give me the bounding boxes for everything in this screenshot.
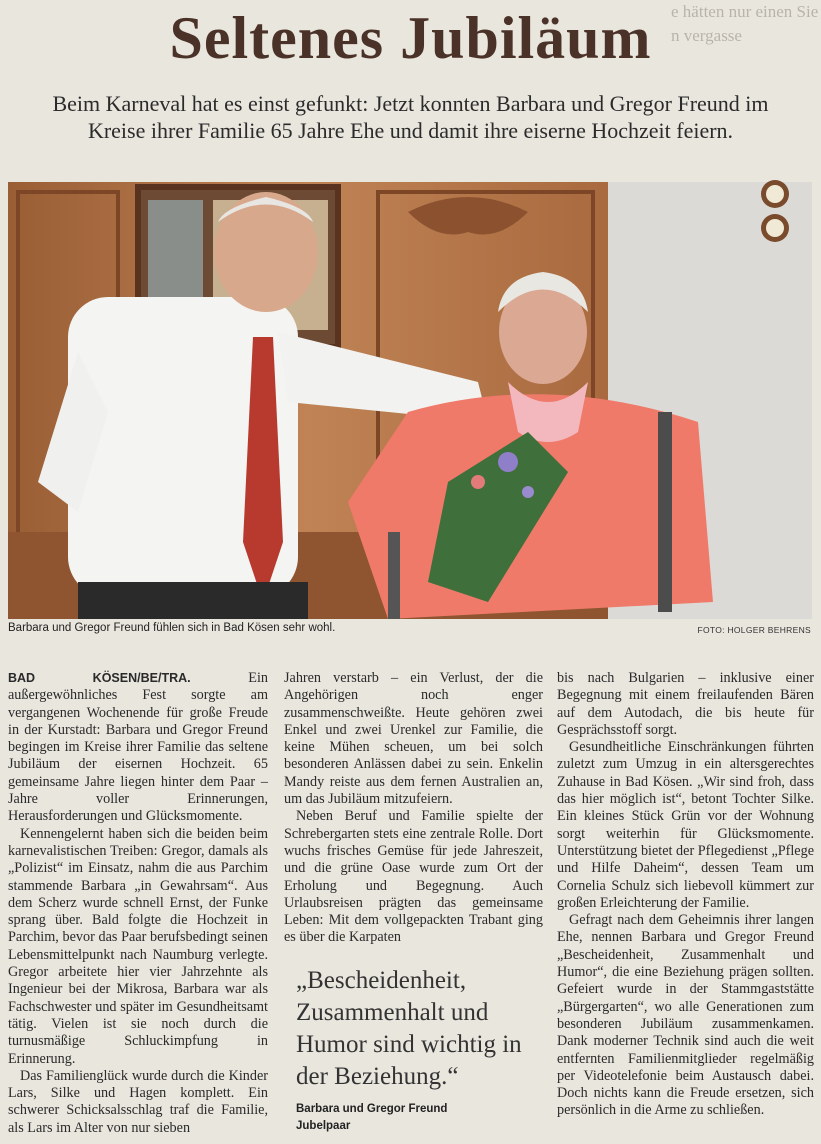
article-photo [8, 182, 812, 619]
bleed-line: n vergasse [671, 26, 742, 45]
quote-role: Jubelpaar [296, 1120, 351, 1132]
paragraph: Gefragt nach dem Geheimnis ihrer langen Ehe, nennen Barbara und Gregor Freund „Bescheidenheit, Zusammenhalt und Humor“, die eine Beziehung prägen sollten. Gefeiert wurde in der Stammgaststätte „Bürgergarten“, wo alle Generationen zum besonderen Jubiläum zusammenkamen. Dank moderner Technik sind auch die weit entfernten Familienmitglieder regelmäßig per Videotelefonie beim Austausch dabei. Doch nichts kann die Freude ersetzen, sich persönlich in die Arme zu schließen. [557, 912, 814, 1119]
bleed-line: e hätten nur einen Sie [671, 2, 819, 21]
paragraph-text: Ein außergewöhnliches Fest sorgte am vergangenen Wochenende für große Freude in der Kurstadt: Barbara und Gregor Freund begingen im Kreise ihrer Familie das seltene Jubiläum der eisernen Hochzeit. 65 gemeinsame Jahre liegen hinter dem Paar – Jahre voller Erinnerungen, Herausforderungen und Glücksmomente. [8, 670, 269, 825]
dateline: BAD KÖSEN/BE/TRA. [8, 671, 191, 685]
article-column-2 [284, 670, 543, 946]
paragraph: Das Familienglück wurde durch die Kinder Lars, Silke und Hagen komplett. Ein schwerer Schicksalsschlag traf die Familie, als Lars im Alter von nur sieben [8, 1067, 268, 1136]
paragraph: Neben Beruf und Familie spielte der Schrebergarten stets eine zentrale Rolle. Dort wuchs frisches Gemüse für jede Jahreszeit, und die grüne Oase wurde zum Ort der Erholung und Begegnung. Auch Urlaubsreisen prägten das gemeinsame Leben: Mit dem vollgepackten Trabant ging es über die Karpaten [284, 808, 543, 946]
subheadline: Beim Karneval hat es einst gefunkt: Jetzt konnten Barbara und Gregor Freund im Kreise ihrer Familie 65 Jahre Ehe und damit ihre eiserne Hochzeit feiern. [52, 91, 769, 143]
pull-quote: „Bescheidenheit, Zusammenhalt und Humor sind wichtig in der Beziehung.“ [296, 967, 522, 1090]
photo-caption: Barbara und Gregor Freund fühlen sich in Bad Kösen sehr wohl. [8, 622, 336, 634]
paragraph [8, 670, 268, 826]
quote-author: Barbara und Gregor Freund [296, 1103, 448, 1115]
paragraph: Jahren verstarb – ein Verlust, der die Angehörigen noch enger zusammenschweißte. Heute gehören zwei Enkel und zwei Urenkel zur Familie, die keine Mühen scheuen, um bei solch besonderen Anlässen dabei zu sein. Enkelin Mandy reiste aus dem fernen Australien an, um das Jubiläum mitzufeiern. [284, 670, 543, 808]
article-column-3 [557, 670, 814, 1120]
paragraph: bis nach Bulgarien – inklusive einer Begegnung mit einem freilaufenden Bären auf dem Autodach, die bis heute für Gesprächsstoff sorgt. [557, 670, 814, 738]
headline: Seltenes Jubiläum [169, 5, 652, 71]
couple-photo-icon [8, 182, 812, 619]
paragraph: Gesundheitliche Einschränkungen führten zuletzt zum Umzug in ein altersgerechtes Zuhause in Bad Kösen. „Wir sind froh, dass das hier möglich ist“, betont Tochter Silke. Ein kleines Stück Grün vor der Wohnung sorgt weiterhin für Glücksmomente. Unterstützung bietet der Pflegedienst „Pflege und Hilfe Daheim“, dessen Team um Cornelia Schulz sich liebevoll kümmert zur großen Erleichterung der Familie. [557, 739, 814, 911]
paragraph: Kennengelernt haben sich die beiden beim karnevalistischen Treiben: Gregor, damals als „Polizist“ im Einsatz, nahm die aus Parchim stammende Barbara „in Gewahrsam“. Aus dem Scherz wurde schnell Ernst, der Funke sprang über. Bald folgte die Hochzeit in Parchim, bevor das Paar berufsbedingt seinen Lebensmittelpunkt nach Naumburg verlegte. Gregor arbeitete hier vier Jahrzehnte als Ingenieur bei der Mikrosa, Barbara war als Fachschwester und später im Gesundheitsamt tätig. Vielen ist sie noch durch die turnusmäßige Schluckimpfung in Erinnerung. [8, 825, 268, 1067]
quote-attribution [296, 1101, 536, 1135]
photo-credit: FOTO: HOLGER BEHRENS [697, 625, 811, 635]
article-column-1 [8, 670, 268, 1137]
